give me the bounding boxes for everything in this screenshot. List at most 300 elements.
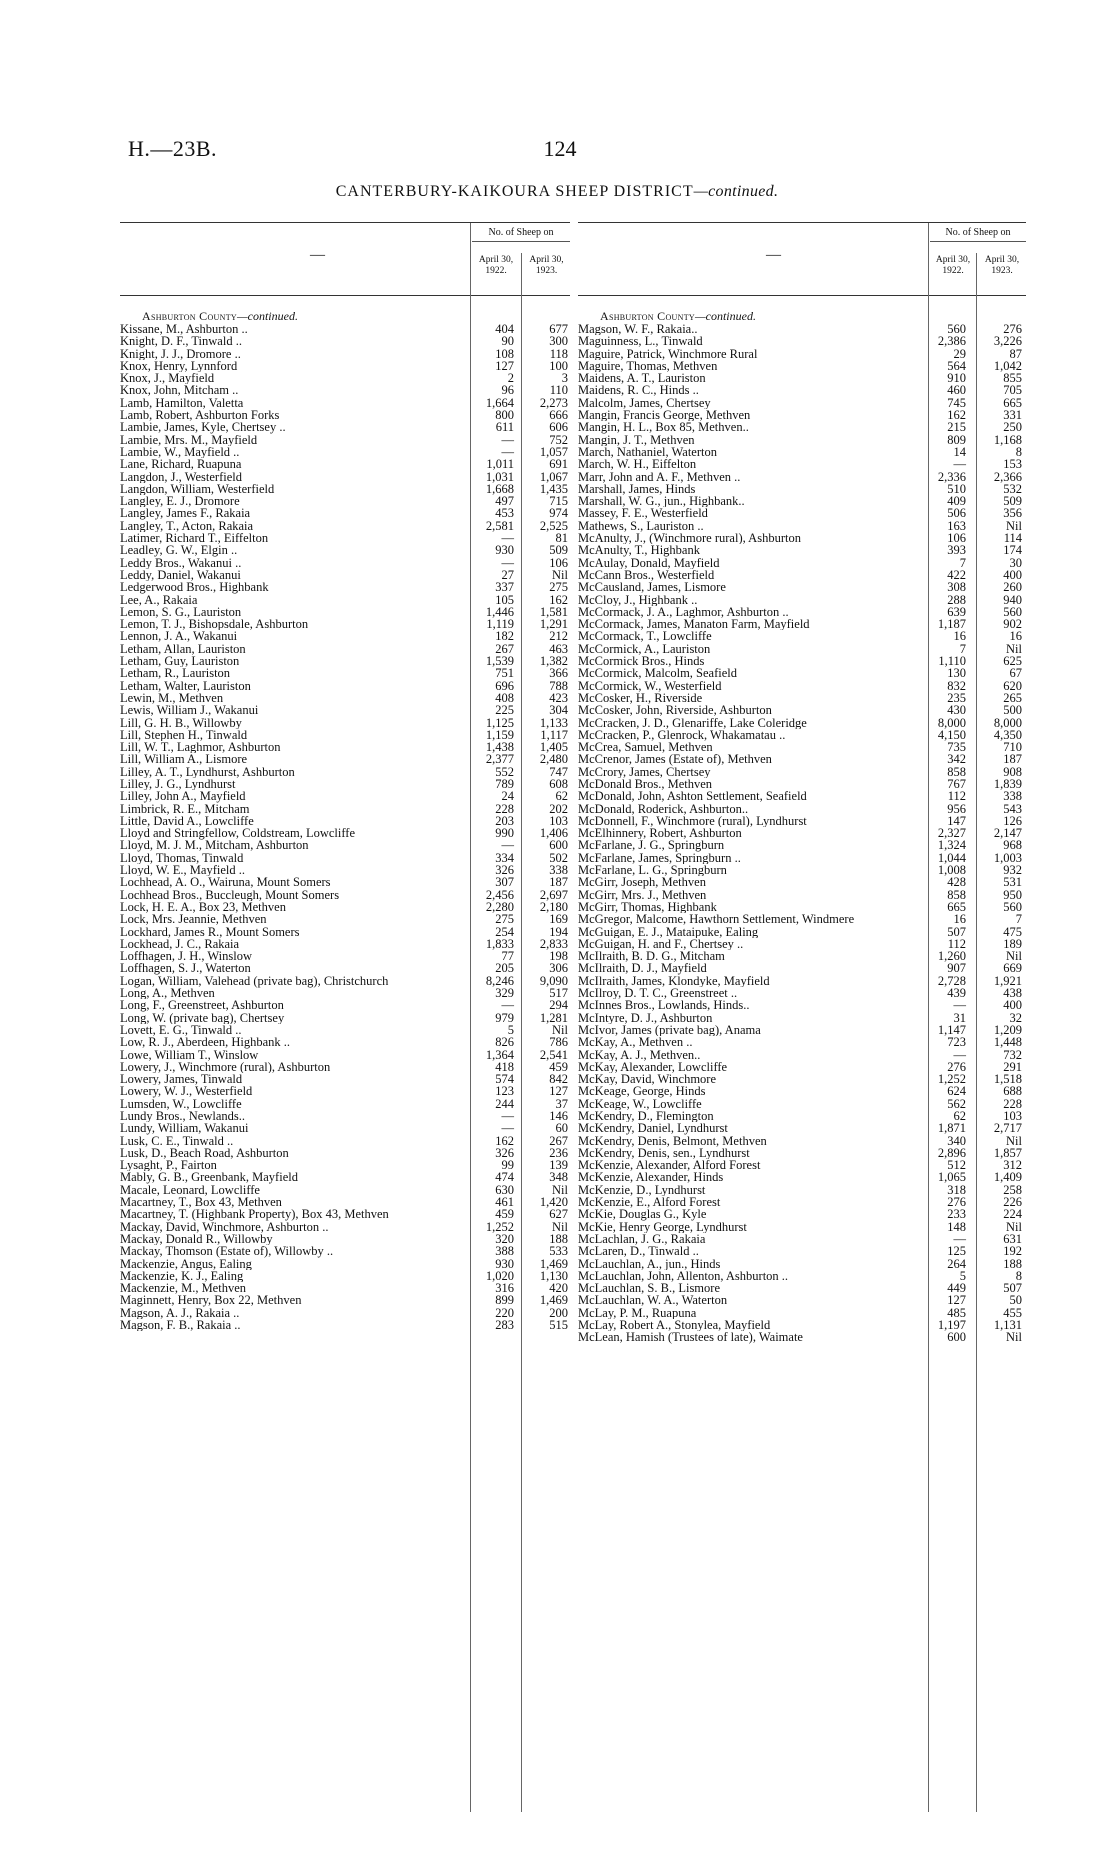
sheep-1922: 809 <box>947 432 966 447</box>
table-row <box>578 458 1026 470</box>
owner-name: Lloyd, W. E., Mayfield .. <box>120 864 245 877</box>
table-row <box>120 790 570 802</box>
sheep-1923: 500 <box>1003 703 1022 718</box>
page-title <box>0 183 1114 201</box>
owner-name: McKendry, D., Flemington <box>578 1110 714 1123</box>
sheep-1923: 533 <box>549 1244 568 1259</box>
sheep-1922: 77 <box>501 949 514 964</box>
sheep-1923: 187 <box>549 875 568 890</box>
sheep-1923: 250 <box>1003 420 1022 435</box>
owner-name: Letham, R., Lauriston <box>120 667 231 680</box>
table-row <box>120 1122 570 1134</box>
sheep-1922: 1,252 <box>937 1072 966 1087</box>
owner-name: Maginnett, Henry, Box 22, Methven <box>120 1294 302 1307</box>
sheep-1923: 1,581 <box>539 604 568 619</box>
owner-name: Little, David A., Lowcliffe <box>120 814 254 828</box>
sheep-1922: 428 <box>947 875 966 890</box>
sheep-1923: 400 <box>1003 567 1022 582</box>
sheep-1922: 800 <box>495 408 514 423</box>
table-row <box>578 1049 1026 1061</box>
sheep-1923: 37 <box>555 1096 568 1111</box>
sheep-1922: 1,833 <box>485 936 514 951</box>
owner-name: McDonald, John, Ashton Settlement, Seafield <box>578 789 807 804</box>
sheep-1923: 8,000 <box>993 715 1022 730</box>
owner-name: McCormick Bros., Hinds <box>578 655 705 668</box>
owner-name: McKenzie, Alexander, Alford Forest <box>578 1159 761 1172</box>
table-row <box>120 471 570 483</box>
sheep-1922: 899 <box>495 1293 514 1308</box>
sheep-1922: 506 <box>947 506 966 521</box>
sheep-1923: 127 <box>549 1084 568 1099</box>
owner-name: Lochhead Bros., Buccleugh, Mount Somers <box>120 888 340 901</box>
sheep-1922: 2,336 <box>937 469 966 484</box>
owner-name: McKeage, W., Lowcliffe <box>578 1097 702 1110</box>
owner-name: Letham, Guy, Lauriston <box>120 655 240 668</box>
sheep-1922: 225 <box>495 703 514 718</box>
sheep-1922: 2,728 <box>937 973 966 988</box>
sheep-1922: 409 <box>947 494 966 509</box>
table-row <box>578 790 1026 802</box>
owner-name: Lill, W. T., Laghmor, Ashburton <box>120 741 281 754</box>
owner-name: Loffhagen, J. H., Winslow <box>120 950 253 963</box>
sheep-1922: 2,581 <box>485 518 514 533</box>
sheep-1922: 1,260 <box>937 949 966 964</box>
header-col-1923: April 30, 1923. <box>529 255 564 276</box>
owner-name: Mangin, J. T., Methven <box>578 433 695 446</box>
owner-name: Lock, Mrs. Jeannie, Methven <box>120 913 267 926</box>
sheep-1923: 1,921 <box>993 973 1022 988</box>
sheep-1923: 366 <box>549 666 568 681</box>
entry-list <box>120 323 570 1331</box>
table-row <box>578 1208 1026 1220</box>
owner-name: Knox, Henry, Lynnford <box>120 359 238 373</box>
section-label: Ashburton County <box>600 309 695 323</box>
sheep-1922: 99 <box>501 1158 514 1173</box>
sheep-1923: 2,147 <box>993 826 1022 841</box>
owner-name: McKie, Henry George, Lyndhurst <box>578 1220 747 1233</box>
sheep-1922: 1,011 <box>486 457 514 472</box>
sheep-1923: 665 <box>1003 395 1022 410</box>
sheep-1923: 688 <box>1003 1084 1022 1099</box>
sheep-1923: 224 <box>1003 1207 1022 1222</box>
owner-name: Letham, Walter, Lauriston <box>120 679 251 692</box>
owner-name: Macale, Leonard, Lowcliffe <box>120 1183 260 1197</box>
sheep-1922: 979 <box>495 1010 514 1025</box>
sheep-1923: 715 <box>549 494 568 509</box>
sheep-1922: 735 <box>947 740 966 755</box>
sheep-1923: 974 <box>549 506 568 521</box>
sheep-1923: 139 <box>549 1158 568 1173</box>
sheep-1922: 1,125 <box>485 715 514 730</box>
sheep-1922: 16 <box>953 912 966 927</box>
sheep-1922: 624 <box>947 1084 966 1099</box>
owner-name: Langley, E. J., Dromore <box>120 495 240 508</box>
sheep-1923: 202 <box>549 801 568 816</box>
sheep-1923: 32 <box>1009 1010 1022 1025</box>
sheep-1923: 627 <box>549 1207 568 1222</box>
sheep-1922: 552 <box>495 764 514 779</box>
sheep-1923: 531 <box>1003 875 1022 890</box>
owner-name: McIlraith, James, Klondyke, Mayfield <box>578 974 770 988</box>
sheep-1922: 639 <box>947 604 966 619</box>
sheep-1922: 723 <box>947 1035 966 1050</box>
owner-name: Magson, A. J., Rakaia .. <box>120 1306 240 1320</box>
owner-name: Lowe, William T., Winslow <box>120 1048 259 1061</box>
table-row <box>120 458 570 470</box>
sheep-1923: 146 <box>549 1109 568 1123</box>
sheep-1923: 1,133 <box>539 715 568 730</box>
owner-name: Long, W. (private bag), Chertsey <box>120 1011 285 1024</box>
sheep-1923: 226 <box>1003 1195 1022 1210</box>
sheep-1922: 562 <box>947 1096 966 1111</box>
sheep-1923: Nil <box>552 1182 568 1197</box>
sheep-1923: 9,090 <box>539 973 568 988</box>
owner-name: Knox, J., Mayfield <box>120 372 215 385</box>
sheep-1923: 110 <box>549 383 568 398</box>
sheep-1922: 418 <box>495 1059 514 1074</box>
table-row <box>578 1171 1026 1183</box>
sheep-1923: 103 <box>1003 1109 1022 1123</box>
owner-name: McKenzie, D., Lyndhurst <box>578 1183 706 1197</box>
owner-name: Mackenzie, M., Methven <box>120 1282 247 1295</box>
sheep-1923: 1,117 <box>540 727 568 742</box>
sheep-1923: Nil <box>1006 641 1022 656</box>
owner-name: McLauchlan, S. B., Lismore <box>578 1282 720 1295</box>
sheep-1922: 858 <box>947 764 966 779</box>
sheep-1922: 316 <box>495 1281 514 1296</box>
owner-name: McCann Bros., Westerfield <box>578 568 715 582</box>
sheep-1922: — <box>501 998 514 1013</box>
owner-name: McLay, Robert A., Stonylea, Mayfield <box>578 1319 771 1332</box>
sheep-1923: 174 <box>1003 543 1022 558</box>
owner-name: McCormack, T., Lowcliffe <box>578 630 712 643</box>
sheep-1922: 205 <box>495 961 514 976</box>
sheep-1922: 474 <box>495 1170 514 1185</box>
table-row <box>120 1319 570 1331</box>
sheep-1923: 502 <box>549 850 568 865</box>
table-row <box>120 1171 570 1183</box>
sheep-1922: 123 <box>495 1084 514 1099</box>
table-row <box>578 421 1026 433</box>
sheep-1922: — <box>501 444 514 459</box>
sheep-1922: 1,065 <box>937 1170 966 1185</box>
owner-name: McCrory, James, Chertsey <box>578 765 711 778</box>
sheep-1923: 908 <box>1003 764 1022 779</box>
table-row <box>578 384 1026 396</box>
owner-name: Lilley, John A., Mayfield <box>120 790 246 803</box>
sheep-1922: — <box>953 1231 966 1246</box>
sheep-1923: 200 <box>549 1305 568 1320</box>
sheep-1923: 788 <box>549 678 568 693</box>
owner-name: McKay, A., Methven .. <box>578 1036 693 1049</box>
sheep-1922: 1,031 <box>485 469 514 484</box>
owner-name: Lumsden, W., Lowcliffe <box>120 1097 242 1110</box>
sheep-1922: 2,456 <box>485 887 514 902</box>
sheep-1923: 902 <box>1003 617 1022 632</box>
sheep-1922: 163 <box>947 518 966 533</box>
sheep-1922: 1,008 <box>937 863 966 878</box>
owner-name: McCracken, P., Glenrock, Whakamatau .. <box>578 728 786 742</box>
table-row <box>578 544 1026 556</box>
owner-name: Langdon, William, Westerfield <box>120 482 275 496</box>
sheep-1923: 62 <box>555 789 568 804</box>
owner-name: McGregor, Malcome, Hawthorn Settlement, Windmere <box>578 912 855 927</box>
sheep-1923: Nil <box>552 1022 568 1037</box>
owner-name: McDonald Bros., Methven <box>578 777 713 791</box>
sheep-1923: 560 <box>1003 604 1022 619</box>
owner-name: Lowery, James, Tinwald <box>120 1073 243 1086</box>
owner-name: Massey, F. E., Westerfield <box>578 507 708 520</box>
sheep-1922: 560 <box>947 322 966 336</box>
owner-name: Mathews, S., Lauriston .. <box>578 519 704 533</box>
owner-name: Lamb, Hamilton, Valetta <box>120 396 244 410</box>
owner-name: Lloyd, Thomas, Tinwald <box>120 851 244 865</box>
sheep-1922: 14 <box>953 444 966 459</box>
owner-name: Mackenzie, Angus, Ealing <box>120 1257 252 1270</box>
owner-name: Langley, T., Acton, Rakaia <box>120 519 254 533</box>
sheep-1923: 932 <box>1003 863 1022 878</box>
owner-name: McLauchlan, John, Allenton, Ashburton .. <box>578 1269 789 1283</box>
title-main: CANTERBURY-KAIKOURA SHEEP DISTRICT <box>335 183 694 200</box>
table-row <box>578 913 1026 925</box>
owner-name: Lemon, S. G., Lauriston <box>120 605 242 619</box>
sheep-1922: 767 <box>947 776 966 791</box>
owner-name: McGuigan, H. and F., Chertsey .. <box>578 937 744 951</box>
sheep-1923: 710 <box>1003 740 1022 755</box>
sheep-1922: — <box>501 531 514 546</box>
sheep-1923: 2,833 <box>539 936 568 951</box>
owner-name: Maguire, Thomas, Methven <box>578 359 718 373</box>
owner-name: McKay, A. J., Methven.. <box>578 1048 701 1061</box>
sheep-1922: — <box>501 1109 514 1123</box>
table-row <box>120 360 570 372</box>
owner-name: Macartney, T., Box 43, Methven <box>120 1196 282 1209</box>
owner-name: Magson, F. B., Rakaia .. <box>120 1319 241 1332</box>
owner-name: McKie, Douglas G., Kyle <box>578 1208 707 1221</box>
sheep-1923: 312 <box>1003 1158 1022 1173</box>
sheep-1922: 1,539 <box>485 654 514 669</box>
sheep-1922: 127 <box>495 358 514 373</box>
sheep-1922: 459 <box>495 1207 514 1222</box>
owner-name: McIlraith, D. J., Mayfield <box>578 962 707 975</box>
table-header <box>578 222 1026 296</box>
sheep-1923: 60 <box>555 1121 568 1136</box>
table-row <box>120 1036 570 1048</box>
owner-name: McElhinnery, Robert, Ashburton <box>578 827 742 840</box>
owner-name: Kissane, M., Ashburton .. <box>120 323 248 336</box>
table-row <box>578 1085 1026 1097</box>
owner-name: Mackay, David, Winchmore, Ashburton .. <box>120 1220 329 1233</box>
owner-name: McGirr, Mrs. J., Methven <box>578 888 707 901</box>
sheep-1922: 1,664 <box>485 395 514 410</box>
table-row <box>120 507 570 519</box>
sheep-1922: 1,364 <box>485 1047 514 1062</box>
sheep-1923: 600 <box>549 838 568 853</box>
sheep-1922: 244 <box>495 1096 514 1111</box>
sheep-1923: 1,518 <box>993 1072 1022 1087</box>
sheep-1923: 1,405 <box>539 740 568 755</box>
page-number: 124 <box>543 136 577 161</box>
sheep-1922: 460 <box>947 383 966 398</box>
sheep-1923: 2,717 <box>993 1121 1022 1136</box>
sheep-1922: 1,252 <box>485 1219 514 1234</box>
sheep-1923: 169 <box>549 912 568 927</box>
header-col-1922: April 30, 1922. <box>478 255 514 276</box>
right-column <box>578 222 1026 1812</box>
sheep-1923: 1,067 <box>539 469 568 484</box>
owner-name: McLaren, D., Tinwald .. <box>578 1245 699 1258</box>
owner-name: Lloyd, M. J. M., Mitcham, Ashburton <box>120 839 309 852</box>
sheep-1922: 388 <box>495 1244 514 1259</box>
owner-name: McDonnell, F., Winchmore (rural), Lyndhurst <box>578 814 807 828</box>
sheep-1922: 235 <box>947 690 966 705</box>
owner-name: McCormick, W., Westerfield <box>578 679 722 692</box>
sheep-1923: 7 <box>1015 912 1022 927</box>
table-row <box>578 704 1026 716</box>
table-row <box>578 1245 1026 1257</box>
owner-name: McAulay, Donald, Mayfield <box>578 556 720 569</box>
sheep-1922: 907 <box>947 961 966 976</box>
sheep-1923: Nil <box>1006 518 1022 533</box>
sheep-1922: 461 <box>495 1195 514 1210</box>
sheep-1922: 147 <box>947 813 966 828</box>
owner-name: Lewin, M., Methven <box>120 691 224 705</box>
sheep-1923: 631 <box>1003 1231 1022 1246</box>
owner-name: Langdon, J., Westerfield <box>120 470 242 483</box>
table-row <box>120 839 570 851</box>
sheep-1923: 463 <box>549 641 568 656</box>
sheep-1923: 2,697 <box>539 887 568 902</box>
sheep-1923: 1,857 <box>993 1145 1022 1160</box>
sheep-1923: 855 <box>1003 371 1022 386</box>
sheep-1923: 752 <box>549 432 568 447</box>
sheep-1923: 212 <box>549 629 568 644</box>
owner-name: McKendry, Denis, sen., Lyndhurst <box>578 1146 750 1160</box>
owner-name: Mably, G. B., Greenbank, Mayfield <box>120 1171 298 1184</box>
sheep-1923: 198 <box>549 949 568 964</box>
sheep-1923: 666 <box>549 408 568 423</box>
header-dash: — <box>766 247 781 263</box>
sheep-1923: 2,366 <box>993 469 1022 484</box>
sheep-1922: 5 <box>507 1022 514 1037</box>
sheep-1923: 153 <box>1003 457 1022 472</box>
owner-name: Lowery, W. J., Westerfield <box>120 1085 253 1098</box>
owner-name: Lill, G. H. B., Willowby <box>120 716 242 729</box>
sheep-1923: Nil <box>552 1219 568 1234</box>
owner-name: Leadley, G. W., Elgin .. <box>120 544 238 557</box>
sheep-1922: 2,377 <box>485 752 514 767</box>
sheep-1923: 2,273 <box>539 395 568 410</box>
sheep-1923: 126 <box>1003 813 1022 828</box>
table-row <box>120 1012 570 1024</box>
header-rule <box>521 253 522 295</box>
sheep-1923: 187 <box>1003 752 1022 767</box>
sheep-1923: 188 <box>1003 1256 1022 1271</box>
sheep-1922: 7 <box>959 641 966 656</box>
sheep-1922: 125 <box>947 1244 966 1259</box>
table-row <box>120 594 570 606</box>
owner-name: Lockhead, J. C., Rakaia <box>120 937 240 951</box>
sheep-1922: 329 <box>495 986 514 1001</box>
sheep-1922: 112 <box>947 936 966 951</box>
owner-name: Lambie, James, Kyle, Chertsey .. <box>120 421 286 434</box>
sheep-1922: 8,000 <box>937 715 966 730</box>
sheep-1923: 67 <box>1009 666 1022 681</box>
owner-name: Marr, John and A. F., Methven .. <box>578 470 741 483</box>
owner-name: McCrea, Samuel, Methven <box>578 741 713 754</box>
sheep-1923: 438 <box>1003 986 1022 1001</box>
sheep-1923: 50 <box>1009 1293 1022 1308</box>
sheep-1922: 96 <box>501 383 514 398</box>
table-row <box>120 704 570 716</box>
sheep-1923: 188 <box>549 1231 568 1246</box>
sheep-1922: 27 <box>501 567 514 582</box>
sheep-1923: 515 <box>549 1318 568 1333</box>
sheep-1923: 2,541 <box>539 1047 568 1062</box>
owner-name: Lamb, Robert, Ashburton Forks <box>120 409 280 422</box>
sheep-1923: 517 <box>549 986 568 1001</box>
sheep-1922: 318 <box>947 1182 966 1197</box>
sheep-1923: 103 <box>549 813 568 828</box>
header-rule <box>470 223 471 295</box>
owner-name: Maguire, Patrick, Winchmore Rural <box>578 347 758 360</box>
sheep-1922: 404 <box>495 322 514 336</box>
table-row <box>120 1245 570 1257</box>
table-row <box>578 753 1026 765</box>
sheep-1922: 930 <box>495 1256 514 1271</box>
sheep-1922: 334 <box>495 850 514 865</box>
sheep-1922: 90 <box>501 334 514 349</box>
owner-name: March, Nathaniel, Waterton <box>578 445 717 459</box>
sheep-1923: 2,525 <box>539 518 568 533</box>
sheep-1922: — <box>953 457 966 472</box>
sheep-1923: 3,226 <box>993 334 1022 349</box>
sheep-1922: — <box>953 998 966 1013</box>
sheep-1923: 258 <box>1003 1182 1022 1197</box>
sheep-1922: 574 <box>495 1072 514 1087</box>
sheep-1923: 1,291 <box>539 617 568 632</box>
table-row <box>578 507 1026 519</box>
sheep-1923: 620 <box>1003 678 1022 693</box>
sheep-1923: 507 <box>1003 1281 1022 1296</box>
sheep-1923: 87 <box>1009 346 1022 361</box>
sheep-1922: — <box>953 1047 966 1062</box>
owner-name: Lill, Stephen H., Tinwald <box>120 728 248 742</box>
owner-name: Macartney, T. (Highbank Property), Box 43, Methven <box>120 1207 389 1222</box>
owner-name: Long, A., Methven <box>120 987 215 1000</box>
sheep-1923: 455 <box>1003 1305 1022 1320</box>
sheep-1923: 1,042 <box>993 358 1022 373</box>
sheep-1922: 512 <box>947 1158 966 1173</box>
sheep-1923: 950 <box>1003 887 1022 902</box>
section-label: Ashburton County <box>142 309 237 323</box>
sheep-1923: 420 <box>549 1281 568 1296</box>
sheep-1923: 509 <box>1003 494 1022 509</box>
owner-name: McCausland, James, Lismore <box>578 581 726 594</box>
sheep-1922: 2,327 <box>937 826 966 841</box>
sheep-1922: 275 <box>495 912 514 927</box>
sheep-1922: 16 <box>953 629 966 644</box>
owner-name: McCrenor, James (Estate of), Methven <box>578 753 772 766</box>
sheep-1922: 1,044 <box>937 850 966 865</box>
sheep-1922: 745 <box>947 395 966 410</box>
owner-name: Knight, D. F., Tinwald .. <box>120 335 242 348</box>
table-row <box>578 1331 1026 1343</box>
sheep-1922: 832 <box>947 678 966 693</box>
sheep-1922: 31 <box>953 1010 966 1025</box>
sheep-1923: 276 <box>1003 322 1022 336</box>
sheep-1922: 220 <box>495 1305 514 1320</box>
